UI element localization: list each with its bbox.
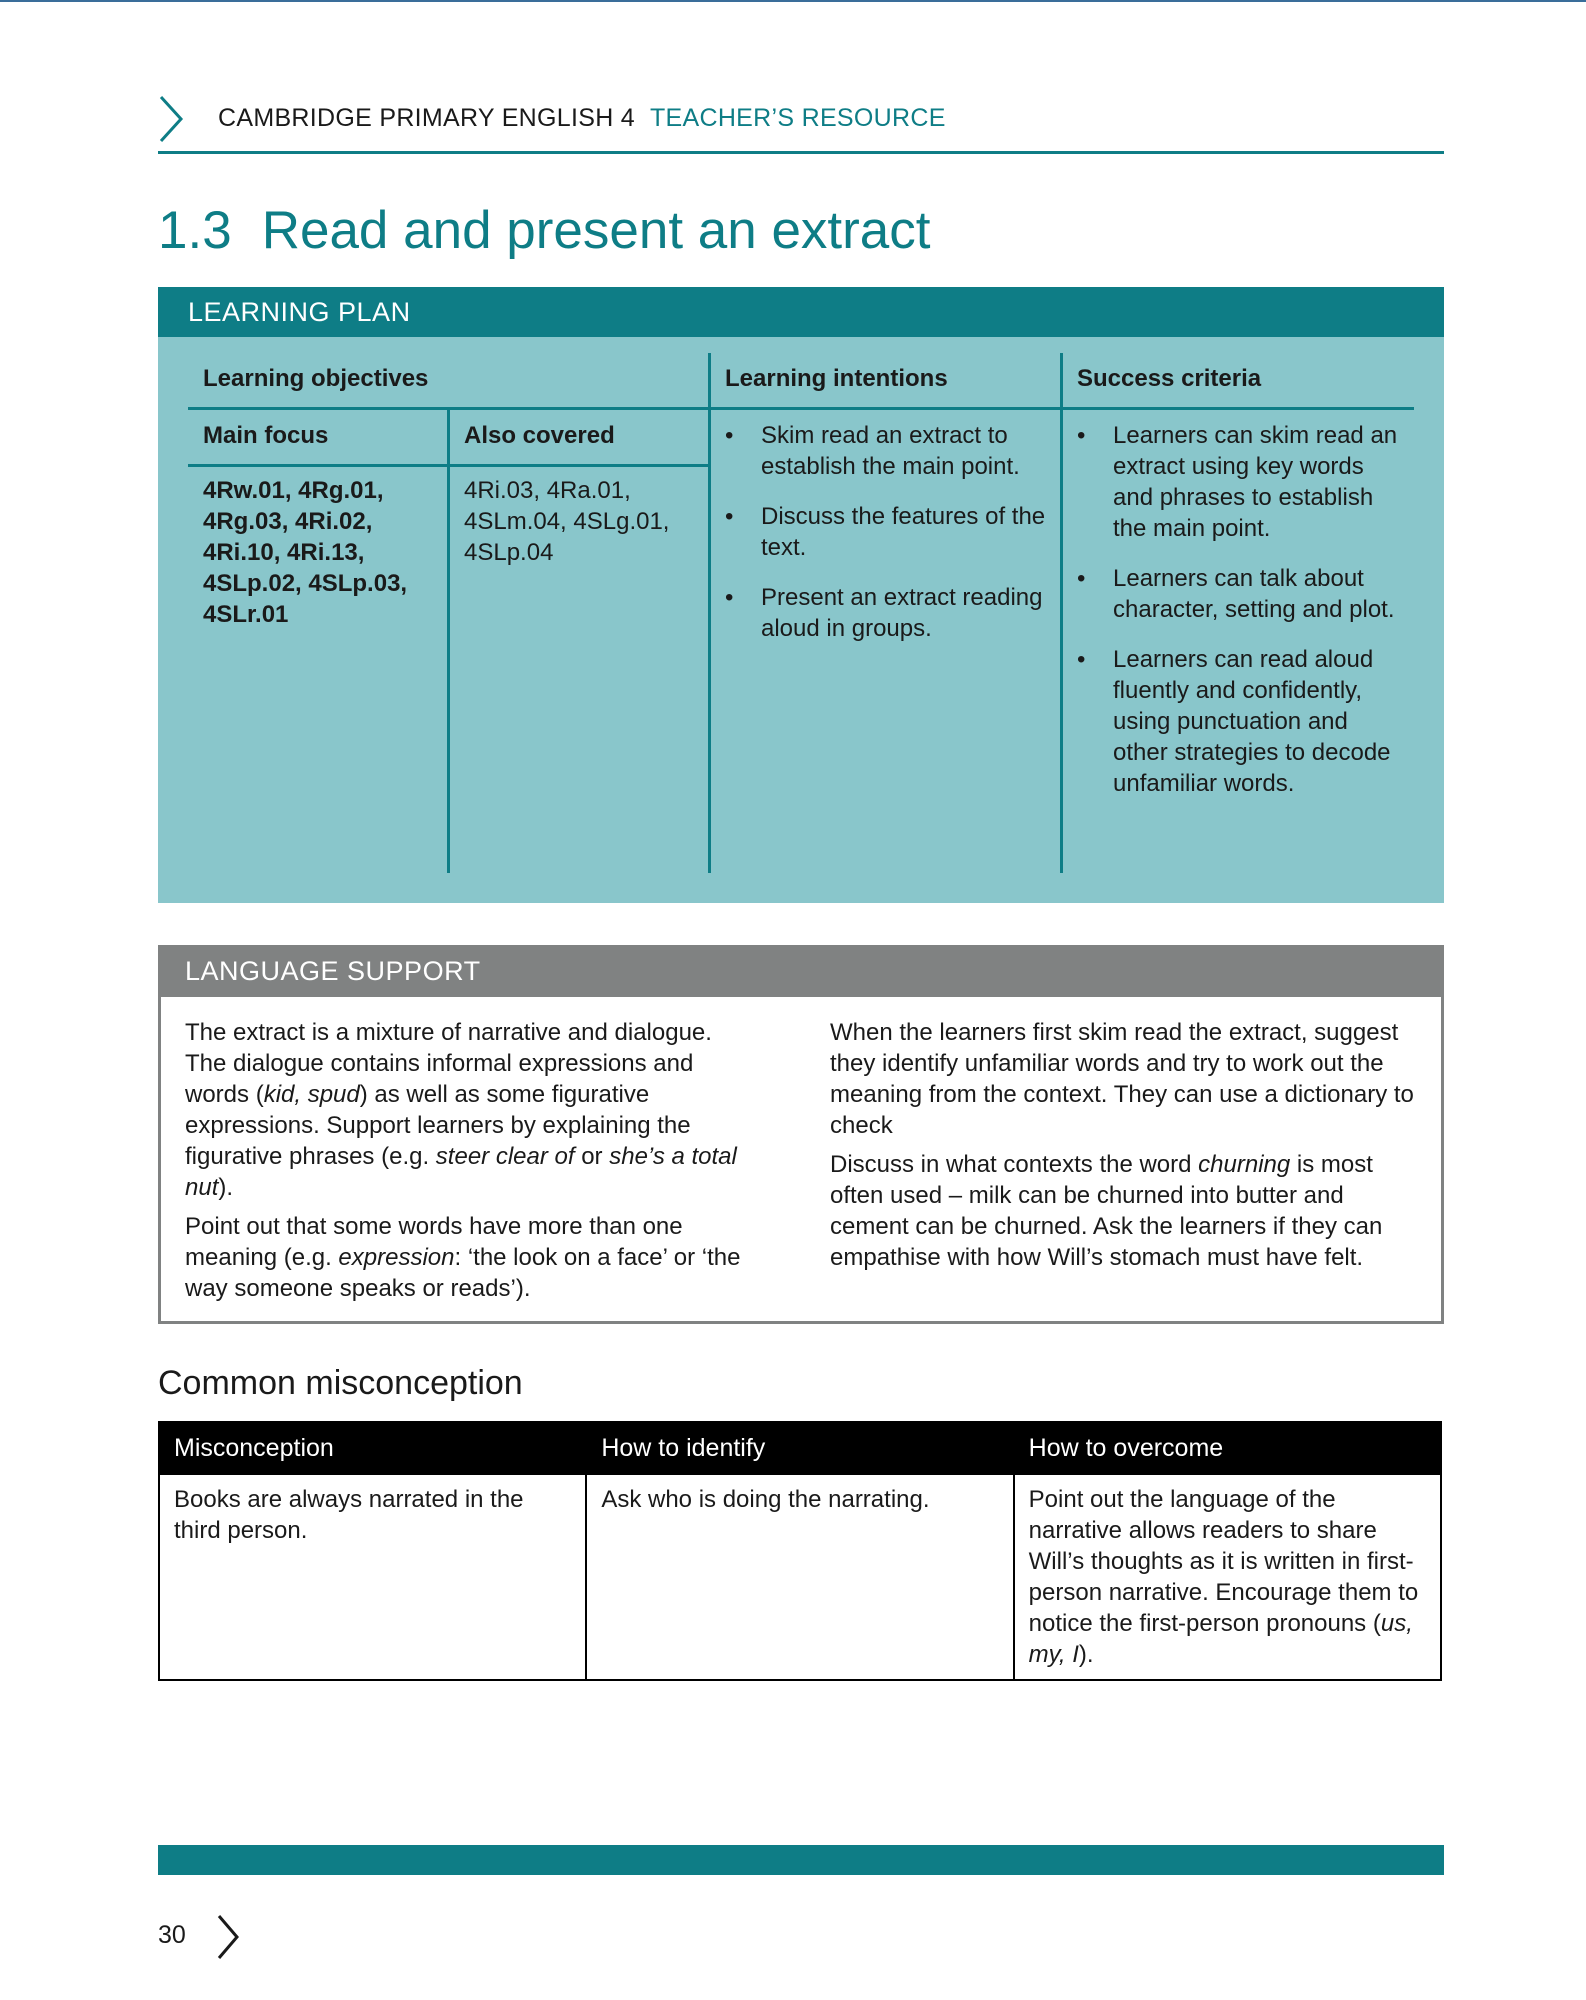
table-header-row: [159, 1422, 1441, 1474]
intention-item: • Present an extract reading aloud in groups.: [725, 582, 1055, 644]
learning-plan-heading: LEARNING PLAN: [158, 287, 1444, 337]
misconception-table: [158, 1421, 1442, 1681]
main-focus-line: 4Rg.03, 4Ri.02,: [203, 508, 373, 535]
text-run: ).: [218, 1174, 234, 1201]
text-run-italic: expression: [338, 1244, 455, 1271]
language-support-paragraph: [185, 1211, 755, 1304]
header-rule: [158, 151, 1444, 154]
also-covered-line: 4SLp.04: [464, 539, 554, 566]
column-header: Misconception: [159, 1422, 586, 1474]
column-divider-objectives: [447, 409, 450, 873]
top-edge-line: [0, 0, 1586, 2]
overcome-cell: [1014, 1474, 1441, 1680]
page-number: 30: [158, 1921, 186, 1949]
running-header: [158, 94, 1444, 154]
main-focus-label: Main focus: [203, 422, 329, 449]
text-run-italic: she’s a total nut: [185, 1143, 737, 1201]
learning-objectives-label: Learning objectives: [203, 365, 429, 392]
learning-intentions-list: [725, 420, 1055, 663]
criteria-item: • Learners can read aloud fluently and confidently, using punctuation and other strategies to decode unfamiliar words.: [1077, 644, 1407, 799]
text-run: The extract is a mixture of narrative and dialogue. The dialogue contains informal expressions and words (: [185, 1019, 712, 1108]
text-run-italic: churning: [1198, 1151, 1291, 1178]
also-covered-line: 4Ri.03, 4Ra.01,: [464, 477, 631, 504]
criteria-item: • Learners can talk about character, setting and plot.: [1077, 563, 1407, 625]
resource-title: TEACHER’S RESOURCE: [649, 104, 946, 132]
identify-cell: Ask who is doing the narrating.: [586, 1474, 1013, 1680]
language-support-body: [158, 997, 1444, 1324]
language-support-box: [158, 945, 1444, 1327]
also-covered-line: 4SLm.04, 4SLg.01,: [464, 508, 670, 535]
success-criteria-label: Success criteria: [1077, 365, 1262, 392]
learning-plan-box: [158, 287, 1444, 903]
text-run: ) as well as some figurative expressions. Support learners by explaining the figurative phrases (e.g.: [185, 1081, 691, 1170]
text-run-italic: kid, spud: [263, 1081, 360, 1108]
text-run: Point out the language of the narrative allows readers to share Will’s thoughts as it is written in first-person narrative. Encourage them to notice the first-person pronouns (: [1028, 1486, 1419, 1637]
language-support-heading: [158, 945, 1444, 997]
section-number: 1.3: [158, 201, 232, 260]
section-title: Read and present an extract: [261, 201, 931, 260]
success-criteria-list: [1077, 420, 1407, 818]
language-support-left-column: [185, 1017, 755, 1312]
language-support-paragraph: [185, 1017, 755, 1203]
text-run: : ‘the look on a face’ or ‘the way someone speaks or reads’).: [185, 1244, 741, 1302]
text-run-italic: us, my, I: [1028, 1610, 1413, 1668]
main-focus-line: 4SLp.02, 4SLp.03,: [203, 570, 408, 597]
intention-item: • Discuss the features of the text.: [725, 501, 1055, 563]
series-title: CAMBRIDGE PRIMARY ENGLISH 4: [218, 104, 635, 132]
table-row: [159, 1474, 1441, 1680]
learning-intentions-label: Learning intentions: [725, 365, 948, 392]
language-support-right-column: [830, 1017, 1420, 1281]
column-header: How to identify: [586, 1422, 1013, 1474]
chevron-right-icon: [158, 94, 184, 144]
language-support-paragraph: [830, 1149, 1420, 1273]
column-divider-2: [1060, 353, 1063, 873]
column-header: How to overcome: [1014, 1422, 1441, 1474]
text-run: Point out that some words have more than one meaning (e.g.: [185, 1213, 683, 1271]
criteria-item: • Learners can skim read an extract using key words and phrases to establish the main point.: [1077, 420, 1407, 544]
header-title: [218, 104, 946, 133]
text-run-italic: steer clear of: [435, 1143, 575, 1170]
subheader-divider: [188, 464, 710, 467]
language-support-paragraph: When the learners first skim read the extract, suggest they identify unfamiliar words and try to work out the meaning from the context. They can use a dictionary to check: [830, 1019, 1414, 1139]
misconception-heading: Common misconception: [158, 1364, 523, 1402]
main-focus-codes: [203, 475, 443, 630]
text-run: is most often used – milk can be churned into butter and cement can be churned. Ask the learners if they can empathise with how Will’s stomach must have felt.: [830, 1151, 1383, 1271]
text-run: ).: [1078, 1641, 1094, 1668]
intention-item: • Skim read an extract to establish the main point.: [725, 420, 1055, 482]
language-support-title: LANGUAGE SUPPORT: [185, 956, 481, 986]
text-run: or: [574, 1143, 610, 1170]
also-covered-label: Also covered: [464, 422, 615, 449]
header-divider: [188, 407, 1414, 410]
text-run: Discuss in what contexts the word: [830, 1151, 1199, 1178]
also-covered-codes: [464, 475, 704, 568]
section-heading: [158, 200, 931, 261]
footer-bar: [158, 1845, 1444, 1875]
chevron-right-icon: [216, 1913, 240, 1961]
main-focus-line: 4Rw.01, 4Rg.01,: [203, 477, 384, 504]
main-focus-line: 4Ri.10, 4Ri.13,: [203, 539, 365, 566]
column-divider-1: [708, 353, 711, 873]
main-focus-line: 4SLr.01: [203, 601, 289, 628]
misconception-cell: Books are always narrated in the third person.: [159, 1474, 586, 1680]
